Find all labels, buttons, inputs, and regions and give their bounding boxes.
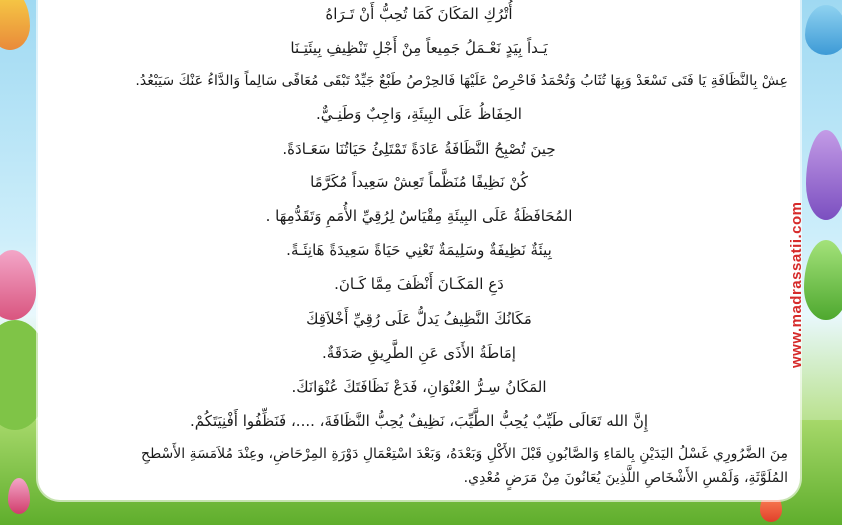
slogan-line: يَـداً بِيَدٍ نَعْـمَلُ جَمِيعاً مِنْ أَجْلِ تَنْظِيفِ بِيئَتِـنَا <box>290 39 548 57</box>
decorative-egg-right <box>806 130 842 220</box>
slogan-line: عِشْ بِالنَّظَافَةِ يَا فَتَى تَسْعَدْ وَبِهَا تُثَابُ وَتُحْمَدُ فَاحْرِصْ عَلَيْهَا فَالحِرْصُ طَبْعٌ جَيِّدٌ تَبْقَى مُعَافًى سَالِماً وَالدَّاءُ عَنْكَ سَيَبْعُدُ. <box>135 73 788 89</box>
slogan-line: مَكَانُكَ النَّظِيفُ يَدلُّ عَلَى رُقِيِّ أَخْلاَقِكَ <box>306 310 532 328</box>
slogan-line: كُنْ نَظِيفًا مُنَظَّماً تَعِشْ سَعِيداً مُكَرَّمًا <box>310 173 528 191</box>
slogan-line: أُتْرُكِ المَكَانَ كَمَا تُحِبُّ أَنْ تَـرَاهُ <box>325 5 513 23</box>
watermark-url: www.madrassatii.com <box>788 201 805 368</box>
slogans-list <box>38 0 800 500</box>
slogan-line: المُحَافَظَةُ عَلَى البِيئَةِ مِقْيَاسٌ لِرُقِيِّ الأُمَمِ وَتَقَدُّمِهَا . <box>265 207 573 225</box>
slogan-line: المَكَانُ سِـرُّ العُنْوَانِ، فَدَعْ نَظَافَتَكَ عُنْوَانَكَ. <box>291 378 547 396</box>
slogan-line: إِنَّ الله تَعَالَى طَيِّبٌ يُحِبُّ الطَّيِّبَ، نَظِيفٌ يُحِبُّ النَّظَافَةَ، ....، فَنَظِّفُوا أَفْنِيَتَكُمْ. <box>189 412 649 430</box>
slogan-line: حِينَ تُصْبِحُ النَّظَافَةُ عَادَةً تَمْتَلِئُ حَيَاتُنَا سَعَـادَةً. <box>282 140 556 158</box>
slogan-line: بِيئَةٌ نَظِيفَةٌ وسَلِيمَةٌ تَعْنِي حَيَاةً سَعِيدَةً هَانِئَـةً. <box>286 241 552 259</box>
decorative-egg-bottom-left <box>8 478 30 514</box>
slogan-line: دَعِ المَكَـانَ أَنْظَفَ مِمَّا كَـانَ. <box>334 275 504 293</box>
slogan-line: الحِفَاظُ عَلَى البِيئَةِ، وَاجِبٌ وَطَنِـيٌّ. <box>316 105 522 123</box>
slogan-line: المُلَوَّثَةِ، وَلَمْسِ الأَشْخَاصِ اللَّذِينَ يُعَانُونَ مِنْ مَرَضٍ مُعْدِي. <box>463 470 788 486</box>
decorative-egg-right-top <box>805 5 842 55</box>
slogan-line: إمَاطَةُ الأَذَى عَنِ الطَّرِيقِ صَدَقَةٌ. <box>322 344 516 362</box>
slogan-line: مِنَ الضَّرُورِي غَسْلُ اليَدَيْنِ بِالمَاءِ وَالصَّابُونِ قَبْلَ الأَكْلِ وَبَعْدَهُ، وَبَعْدَ اسْتِعْمَالِ دَوْرَةِ المِرْحَاضِ، وعِنْدَ مُلاَمَسَةِ الأَسْطحِ <box>141 446 788 462</box>
